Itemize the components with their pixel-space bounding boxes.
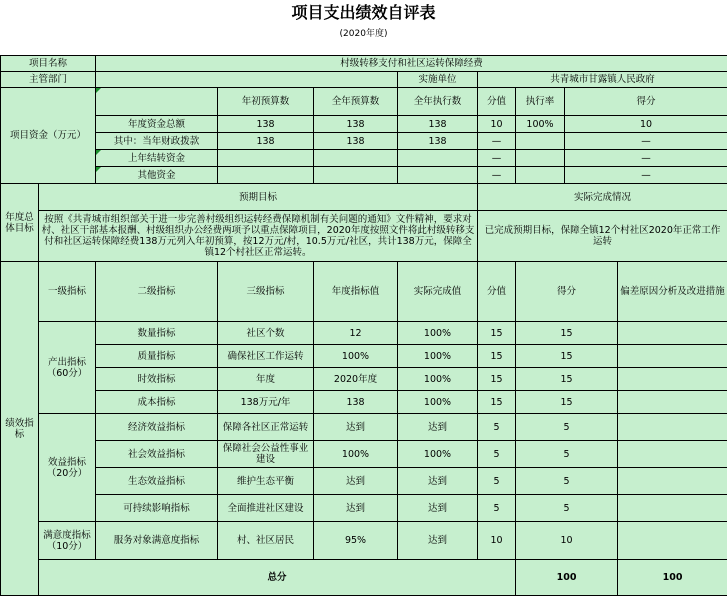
ind-header: 一级指标 — [39, 262, 96, 322]
funds-cell[interactable]: 138 — [314, 116, 398, 133]
funds-cell[interactable]: 138 — [218, 133, 314, 150]
ind-reason[interactable] — [618, 414, 727, 441]
ind-target[interactable]: 2020年度 — [314, 368, 398, 391]
funds-blank-header — [96, 88, 218, 116]
funds-cell[interactable]: 138 — [218, 116, 314, 133]
ind-header: 分值 — [478, 262, 516, 322]
ind-reason[interactable] — [618, 468, 727, 495]
ind-level2: 经济效益指标 — [96, 414, 218, 441]
funds-cell[interactable]: 10 — [565, 116, 727, 133]
unit-label: 实施单位 — [398, 72, 478, 88]
funds-header-6: 得分 — [565, 88, 727, 116]
total-score[interactable]: 100 — [516, 560, 618, 596]
funds-cell[interactable] — [218, 150, 314, 167]
ind-target[interactable]: 达到 — [314, 495, 398, 522]
funds-header-4: 分值 — [478, 88, 516, 116]
ind-actual[interactable]: 达到 — [398, 495, 478, 522]
ind-actual[interactable]: 100% — [398, 345, 478, 368]
funds-cell[interactable] — [516, 167, 565, 184]
funds-cell[interactable]: 138 — [398, 133, 478, 150]
ind-got[interactable]: 15 — [516, 391, 618, 414]
ind-actual[interactable]: 达到 — [398, 522, 478, 560]
ind-group-satisfaction: 满意度指标（10分） — [39, 522, 96, 560]
funds-cell[interactable] — [398, 150, 478, 167]
funds-row-name: 其他资金 — [96, 167, 218, 184]
ind-level2: 生态效益指标 — [96, 468, 218, 495]
total-label: 总分 — [39, 560, 516, 596]
year-subtitle: (2020年度) — [339, 29, 388, 39]
ind-reason[interactable] — [618, 391, 727, 414]
ind-target[interactable]: 达到 — [314, 414, 398, 441]
ind-score[interactable]: 10 — [478, 522, 516, 560]
ind-got[interactable]: 5 — [516, 495, 618, 522]
ind-target[interactable]: 12 — [314, 322, 398, 345]
ind-actual[interactable]: 100% — [398, 391, 478, 414]
goals-actual-text[interactable]: 已完成预期目标，保障全镇12个村社区2020年正常工作运转 — [478, 211, 727, 262]
ind-score[interactable]: 5 — [478, 414, 516, 441]
ind-level2: 数量指标 — [96, 322, 218, 345]
ind-got[interactable]: 5 — [516, 414, 618, 441]
ind-group-benefit: 效益指标（20分） — [39, 414, 96, 522]
funds-cell[interactable]: — — [565, 167, 727, 184]
funds-cell[interactable]: — — [478, 167, 516, 184]
funds-cell[interactable] — [516, 150, 565, 167]
goals-label: 年度总体目标 — [1, 184, 39, 262]
funds-header-2: 全年预算数 — [314, 88, 398, 116]
ind-score[interactable]: 5 — [478, 468, 516, 495]
funds-cell[interactable] — [398, 167, 478, 184]
funds-cell[interactable]: — — [565, 133, 727, 150]
ind-got[interactable]: 15 — [516, 368, 618, 391]
ind-level2: 社会效益指标 — [96, 441, 218, 468]
ind-reason[interactable] — [618, 522, 727, 560]
ind-header: 年度指标值 — [314, 262, 398, 322]
ind-score[interactable]: 15 — [478, 391, 516, 414]
ind-reason[interactable] — [618, 441, 727, 468]
ind-level3[interactable]: 维护生态平衡 — [218, 468, 314, 495]
dept-value[interactable] — [96, 72, 398, 88]
ind-actual[interactable]: 100% — [398, 322, 478, 345]
ind-level2: 质量指标 — [96, 345, 218, 368]
goals-expected-header: 预期目标 — [39, 184, 478, 211]
goals-expected-text[interactable]: 按照《共青城市组织部关于进一步完善村级组织运转经费保障机制有关问题的通知》文件精神，要求对村、社区干部基本报酬、村级组织办公经费两项予以重点保障项目，2020年度按照文件将此村级转移支付和社区运转保障经费138万元列入年初预算，按12万元/村，10.5万元/社区，共计138万元，保障全镇12个村社区正常运转。 — [39, 211, 478, 262]
ind-level3[interactable]: 社区个数 — [218, 322, 314, 345]
ind-header: 得分 — [516, 262, 618, 322]
funds-cell[interactable] — [314, 150, 398, 167]
ind-level3[interactable]: 保障社会公益性事业建设 — [218, 441, 314, 468]
ind-actual[interactable]: 达到 — [398, 414, 478, 441]
funds-cell[interactable]: 138 — [314, 133, 398, 150]
funds-cell[interactable] — [516, 133, 565, 150]
ind-reason[interactable] — [618, 368, 727, 391]
unit-value[interactable]: 共青城市甘露镇人民政府 — [478, 72, 727, 88]
ind-target[interactable]: 100% — [314, 345, 398, 368]
ind-target[interactable]: 95% — [314, 522, 398, 560]
self-evaluation-table — [0, 55, 727, 596]
ind-score[interactable]: 5 — [478, 441, 516, 468]
ind-score[interactable]: 15 — [478, 345, 516, 368]
ind-got[interactable]: 15 — [516, 322, 618, 345]
goals-actual-header: 实际完成情况 — [478, 184, 727, 211]
ind-target[interactable]: 100% — [314, 441, 398, 468]
ind-header: 实际完成值 — [398, 262, 478, 322]
ind-score[interactable]: 5 — [478, 495, 516, 522]
funds-header-3: 全年执行数 — [398, 88, 478, 116]
ind-score[interactable]: 15 — [478, 368, 516, 391]
ind-level3[interactable]: 保障各社区正常运转 — [218, 414, 314, 441]
funds-cell[interactable]: 138 — [398, 116, 478, 133]
page-title: 项目支出绩效自评表 — [291, 3, 436, 22]
ind-level3[interactable]: 全面推进社区建设 — [218, 495, 314, 522]
ind-score[interactable]: 15 — [478, 322, 516, 345]
ind-got[interactable]: 5 — [516, 441, 618, 468]
funds-header-5: 执行率 — [516, 88, 565, 116]
dept-label: 主管部门 — [1, 72, 96, 88]
funds-label: 项目资金（万元） — [1, 88, 96, 184]
funds-cell[interactable]: 100% — [516, 116, 565, 133]
ind-level3[interactable]: 村、社区居民 — [218, 522, 314, 560]
project-name-value[interactable]: 村级转移支付和社区运转保障经费 — [96, 56, 727, 72]
ind-level2: 可持续影响指标 — [96, 495, 218, 522]
ind-level2: 成本指标 — [96, 391, 218, 414]
ind-actual[interactable]: 达到 — [398, 468, 478, 495]
ind-actual[interactable]: 100% — [398, 441, 478, 468]
indicators-label: 绩效指标 — [1, 262, 39, 596]
ind-level2: 服务对象满意度指标 — [96, 522, 218, 560]
funds-cell[interactable]: — — [565, 150, 727, 167]
ind-header: 二级指标 — [96, 262, 218, 322]
funds-cell[interactable]: — — [478, 150, 516, 167]
ind-group-output: 产出指标（60分） — [39, 322, 96, 414]
ind-actual[interactable]: 100% — [398, 368, 478, 391]
ind-level3[interactable]: 138万元/年 — [218, 391, 314, 414]
ind-level3[interactable]: 确保社区工作运转 — [218, 345, 314, 368]
ind-target[interactable]: 达到 — [314, 468, 398, 495]
project-name-label: 项目名称 — [1, 56, 96, 72]
funds-row-name: 其中：当年财政拨款 — [96, 133, 218, 150]
ind-got[interactable]: 15 — [516, 345, 618, 368]
ind-level2: 时效指标 — [96, 368, 218, 391]
funds-cell[interactable]: — — [478, 133, 516, 150]
funds-cell[interactable]: 10 — [478, 116, 516, 133]
ind-reason[interactable] — [618, 322, 727, 345]
funds-row-name: 年度资金总额 — [96, 116, 218, 133]
funds-row-name: 上年结转资金 — [96, 150, 218, 167]
ind-reason[interactable] — [618, 495, 727, 522]
funds-cell[interactable] — [218, 167, 314, 184]
ind-header: 偏差原因分析及改进措施 — [618, 262, 727, 322]
ind-reason[interactable] — [618, 345, 727, 368]
funds-header-1: 年初预算数 — [218, 88, 314, 116]
ind-got[interactable]: 10 — [516, 522, 618, 560]
ind-got[interactable]: 5 — [516, 468, 618, 495]
ind-header: 三级指标 — [218, 262, 314, 322]
ind-target[interactable]: 138 — [314, 391, 398, 414]
ind-level3[interactable]: 年度 — [218, 368, 314, 391]
total-got[interactable]: 100 — [618, 560, 727, 596]
funds-cell[interactable] — [314, 167, 398, 184]
